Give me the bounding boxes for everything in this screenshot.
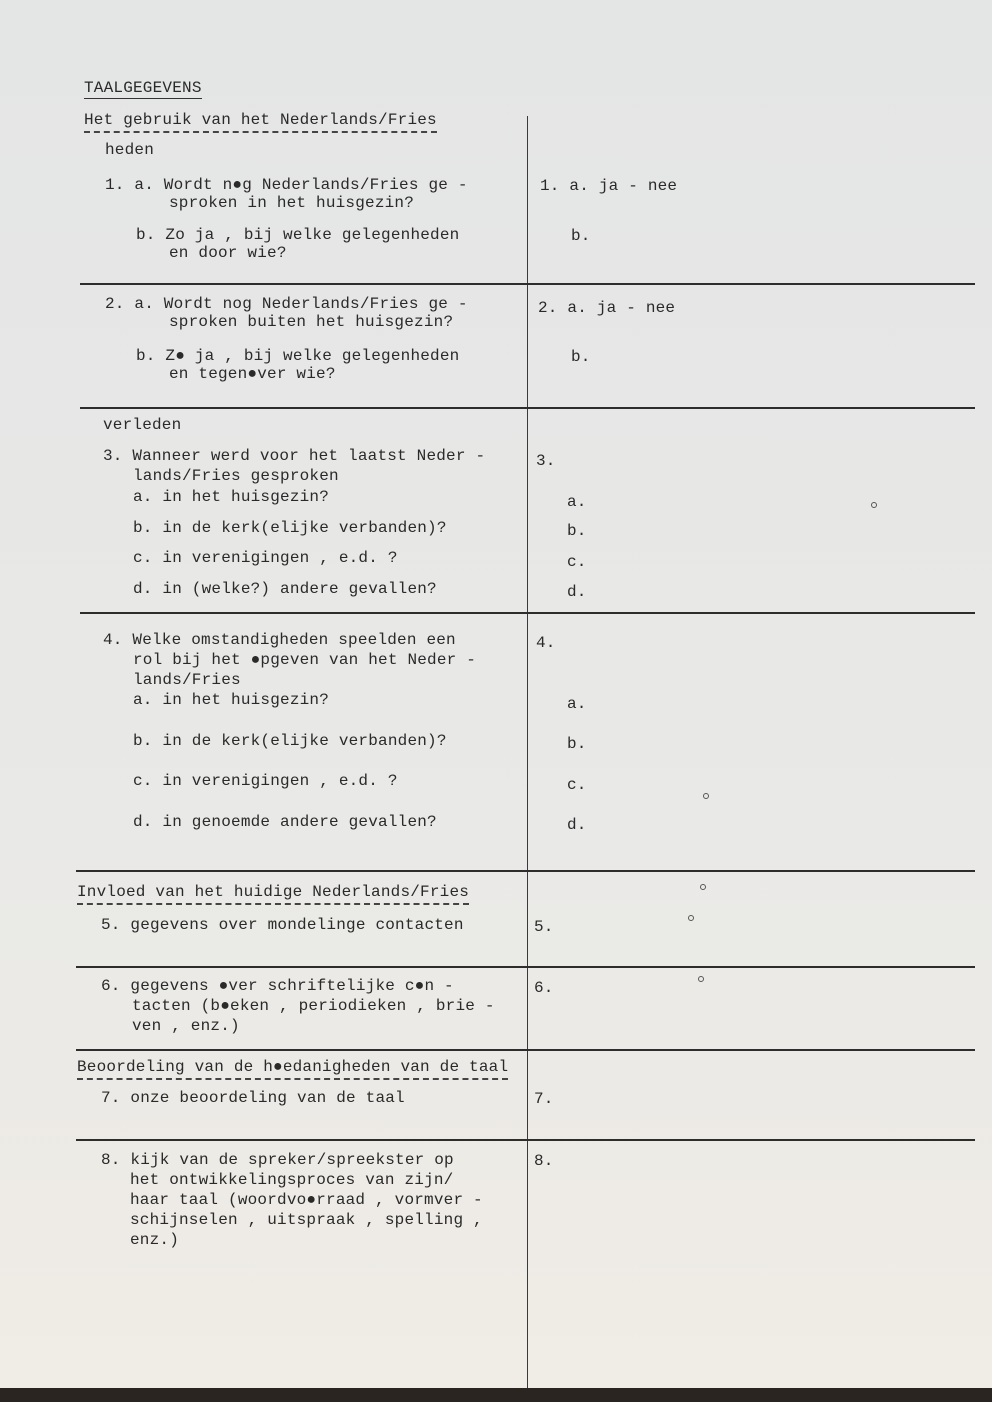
question-8-cont: het ontwikkelingsproces van zijn/ — [130, 1171, 454, 1189]
row-divider — [80, 407, 975, 409]
answer-4a[interactable]: a. — [567, 695, 587, 713]
subheading-present: heden — [105, 141, 155, 159]
question-3: 3. Wanneer werd voor het laatst Neder - — [103, 447, 486, 465]
answer-2b[interactable]: b. — [571, 348, 591, 366]
question-6-cont2: ven , enz.) — [132, 1017, 240, 1035]
answer-1a[interactable]: 1. a. ja - nee — [540, 177, 678, 195]
question-8-cont2: haar taal (woordvo●rraad , vormver - — [130, 1191, 483, 1209]
question-4b: b. in de kerk(elijke verbanden)? — [133, 732, 447, 750]
row-divider — [76, 870, 975, 872]
question-4c: c. in verenigingen , e.d. ? — [133, 772, 398, 790]
paper-speck — [698, 976, 704, 982]
answer-6[interactable]: 6. — [534, 979, 554, 997]
answer-4c[interactable]: c. — [567, 776, 587, 794]
row-divider — [76, 1139, 975, 1141]
answer-7[interactable]: 7. — [534, 1090, 554, 1108]
question-1b: b. Zo ja , bij welke gelegenheden — [136, 226, 460, 244]
row-divider — [76, 1049, 975, 1051]
section-heading-assessment: Beoordeling van de h●edanigheden van de taal — [77, 1057, 508, 1080]
scan-background-edge — [0, 1388, 992, 1402]
question-4-cont: rol bij het ●pgeven van het Neder - — [133, 651, 477, 669]
question-3-cont: lands/Fries gesproken — [133, 467, 339, 485]
question-6-cont: tacten (b●eken , periodieken , brie - — [132, 997, 495, 1015]
question-2b-cont: en tegen●ver wie? — [169, 365, 336, 383]
question-1b-cont: en door wie? — [169, 244, 287, 262]
question-5: 5. gegevens over mondelinge contacten — [101, 916, 464, 934]
answer-2a[interactable]: 2. a. ja - nee — [538, 299, 676, 317]
section-heading-usage: Het gebruik van het Nederlands/Fries — [84, 110, 437, 133]
paper-speck — [688, 915, 694, 921]
row-divider — [80, 612, 975, 614]
answer-3c[interactable]: c. — [567, 553, 587, 571]
question-3c: c. in verenigingen , e.d. ? — [133, 549, 398, 567]
answer-3d[interactable]: d. — [567, 583, 587, 601]
question-3a: a. in het huisgezin? — [133, 488, 330, 506]
question-2a-cont: sproken buiten het huisgezin? — [169, 313, 454, 331]
answer-5[interactable]: 5. — [534, 918, 554, 936]
question-6: 6. gegevens ●ver schriftelijke c●n - — [101, 977, 454, 995]
subheading-past: verleden — [103, 416, 182, 434]
form-title: TAALGEGEVENS — [84, 79, 202, 97]
question-3d: d. in (welke?) andere gevallen? — [133, 580, 437, 598]
question-1a-cont: sproken in het huisgezin? — [169, 194, 415, 212]
question-1a: 1. a. Wordt n●g Nederlands/Fries ge - — [105, 176, 468, 194]
row-divider — [76, 966, 975, 968]
paper-speck — [871, 502, 877, 508]
question-8: 8. kijk van de spreker/spreekster op — [101, 1151, 454, 1169]
question-7: 7. onze beoordeling van de taal — [101, 1089, 405, 1107]
answer-4[interactable]: 4. — [536, 634, 556, 652]
paper-speck — [700, 884, 706, 890]
answer-4d[interactable]: d. — [567, 816, 587, 834]
paper-speck — [703, 793, 709, 799]
question-4a: a. in het huisgezin? — [133, 691, 330, 709]
question-4-cont2: lands/Fries — [133, 671, 241, 689]
answer-3[interactable]: 3. — [536, 452, 556, 470]
question-3b: b. in de kerk(elijke verbanden)? — [133, 519, 447, 537]
answer-8[interactable]: 8. — [534, 1152, 554, 1170]
answer-3b[interactable]: b. — [567, 522, 587, 540]
row-divider — [80, 283, 975, 285]
question-8-cont3: schijnselen , uitspraak , spelling , — [130, 1211, 483, 1229]
question-2a: 2. a. Wordt nog Nederlands/Fries ge - — [105, 295, 468, 313]
answer-1b[interactable]: b. — [571, 227, 591, 245]
answer-4b[interactable]: b. — [567, 735, 587, 753]
question-4: 4. Welke omstandigheden speelden een — [103, 631, 456, 649]
column-divider — [527, 116, 528, 1388]
question-2b: b. Z● ja , bij welke gelegenheden — [136, 347, 460, 365]
section-heading-influence: Invloed van het huidige Nederlands/Fries — [77, 882, 469, 905]
question-8-cont4: enz.) — [130, 1231, 180, 1249]
question-4d: d. in genoemde andere gevallen? — [133, 813, 437, 831]
answer-3a[interactable]: a. — [567, 493, 587, 511]
